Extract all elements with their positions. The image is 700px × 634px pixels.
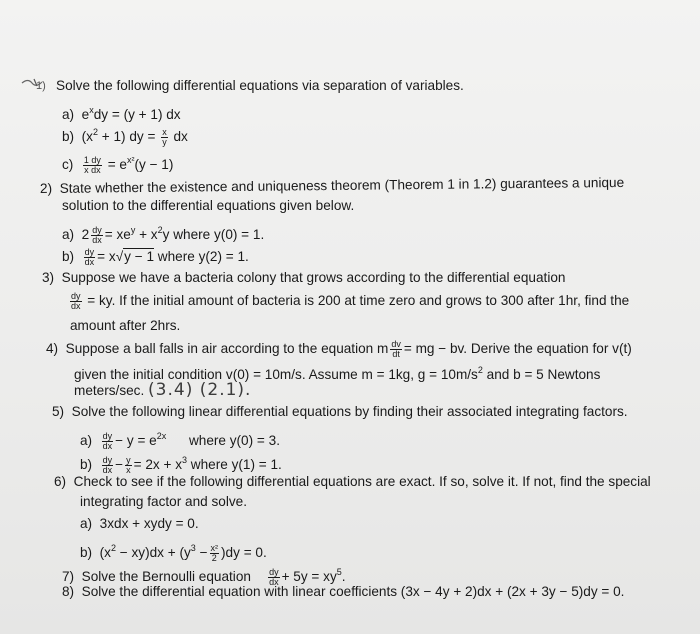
fraction-y-over-x: $\frac{y}{x}$ — [126, 454, 131, 475]
problem-6a: a) 3xdx + xydy = 0. — [80, 516, 199, 531]
handwritten-note: (3.4) (2.1). — [148, 380, 252, 400]
problem-1a: a) $e^xdy = (y + 1)$ dx — [62, 105, 181, 122]
problem-4-line-2: given the initial condition v(0) = 10m/s. Assume m = 1kg, $g = 10m/s^2$ and b = 5 Newtons — [74, 365, 601, 382]
problem-2b: b) $\frac{dy}{dx}$ = x√y − 1 where y(2) = 1. — [62, 247, 249, 267]
fraction-x-over-y: $\frac{x}{y}$ — [162, 126, 167, 147]
fraction-dy-dx: $\frac{dy}{dx}$ — [102, 430, 113, 451]
sqrt-icon: √ — [115, 249, 124, 265]
problem-1-intro — [36, 78, 464, 94]
problem-6b: b) $(x^2 - xy)dx + (y^3$ − $\frac{\text{x²}}{2}$ )dy = 0. — [80, 542, 267, 563]
fraction-dv-dt: $\frac{dv}{dt}$ — [391, 339, 401, 359]
fraction-dy-dx: $\frac{dy}{dx}$ — [102, 454, 113, 475]
fraction-x2-over-2: $\frac{\text{x²}}{2}$ — [210, 542, 219, 563]
problem-2-line-1: 2) State whether the existence and uniqueness theorem (Theorem 1 in 1.2) guarantees a unique — [39, 174, 625, 197]
problem-2a: a) 2 $\frac{dy}{dx}$ = $xe^y + x^2y$ where y(0) = 1. — [62, 224, 265, 245]
problem-8: 8) Solve the differential equation with linear coefficients (3x − 4y + 2)dx + (2x + 3y − 5)dy = 0. — [62, 584, 625, 599]
fraction-dy-dx: $\frac{dy}{dx}$ — [84, 247, 95, 267]
problem-3-line-3: amount after 2hrs. — [70, 318, 181, 333]
problem-3-line-1: 3) Suppose we have a bacteria colony that grows according to the differential equation — [42, 270, 566, 285]
fraction-dy-dx: $\frac{dy}{dx}$ — [92, 224, 102, 245]
fraction-dy-dx: $\frac{dy}{dx}$ — [71, 291, 81, 311]
problem-2-line-2: solution to the differential equations given below. — [62, 198, 355, 213]
problem-6-line-2: integrating factor and solve. — [80, 494, 248, 509]
problem-1b: b) $(x^2 + 1)$ dy = $\frac{x}{y}$ dx — [62, 126, 188, 147]
problem-5-line-1: 5) Solve the following linear differential equations by finding their associated integrating factors. — [52, 404, 628, 419]
problem-4-line-1: 4) Suppose a ball falls in air according to the equation m $\frac{dv}{dt}$ = mg − bv. Derive the equation for v(t) — [46, 339, 632, 359]
problem-1-text: Solve the following differential equations via separation of variables. — [56, 78, 464, 93]
problem-3-line-2: $\frac{dy}{dx}$ = ky. If the initial amount of bacteria is 200 at time zero and grows to 300 after 1hr, find the — [71, 291, 630, 311]
problem-1-number-mark: 1) — [36, 80, 46, 92]
problem-5a: a) $\frac{dy}{dx}$ − $y = e^{2x}$ where y(0) = 3. — [80, 430, 280, 451]
problem-7: 7) Solve the Bernoulli equation $\frac{dy}{dx}$ + $5y = xy^5$. — [62, 566, 346, 587]
fraction-dy-dx: $\frac{dy}{dx}$ — [269, 566, 279, 587]
problem-6-line-1: 6) Check to see if the following differential equations are exact. If so, solve it. If not, find the special — [54, 474, 651, 489]
problem-4-line-3: meters/sec. (3.4) (2.1). — [74, 380, 252, 400]
problem-1c: c) $\frac{1 dy}{\text{x dx}}$ = $e^{x^2}(y - 1)$ — [62, 154, 174, 175]
fraction-1dy-over-xdx: $\frac{1 dy}{\text{x dx}}$ — [83, 154, 101, 175]
problem-5b: b) $\frac{dy}{dx}$ − $\frac{y}{x}$ = $2x + x^3$ where y(1) = 1. — [80, 454, 282, 475]
